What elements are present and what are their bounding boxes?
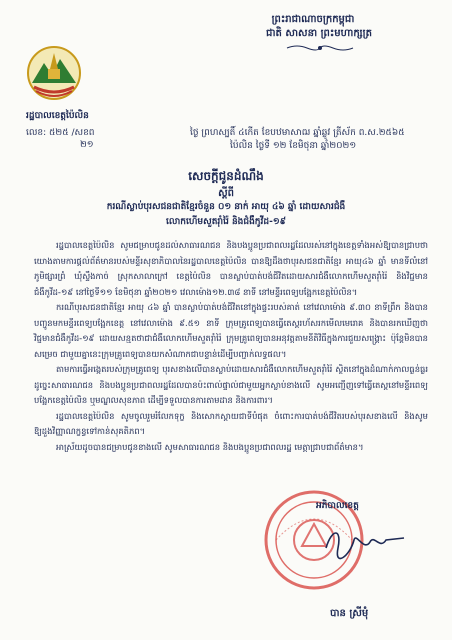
national-motto: ជាតិ សាសនា ព្រះមហាក្សត្រ <box>266 28 372 39</box>
signatory-name: បាន ស្រីមុំ <box>330 608 369 619</box>
handwritten-signature <box>320 522 410 562</box>
solar-date: ប៉ៃលិន ថ្ងៃទី ១២ ខែមិថុនា ឆ្នាំ២០២១ <box>230 141 357 151</box>
about-label: ស្តីពី <box>218 188 234 199</box>
body-paragraph-2: ករណីបុរសជនជាតិខ្មែរ អាយុ ៤៦ ឆ្នាំ បានស្លាប់បាត់បង់ជីវិតនៅក្នុងផ្ទះរបស់គាត់ នៅវេលាម៉ោង ៩.៣០ នាទីព្រឹក និងបានបញ្ជូនមកមន្ទីរពេទ្យបង្អែកខេត្ត នៅវេលាម៉ោង ៩.៥១ នាទី ក្រុមគ្រូពេទ្យបានធ្វើតេស្តរហ័សរកមើលមេរោគ និងបានរកឃើញថា វិជ្ជមានជំងឺកូវីដ-១៩ ដោយសន្មតថាជាជំងឺលោកហើមសួតរ៉ាំរ៉ៃ ក្រុមគ្រូពេទ្យបានអនុវត្តតាមនីតិវិធីក្នុងការជួយសង្គ្រោះ ប៉ុន្តែមិនបានសម្រេច ជាមួយគ្នានេះក្រុមគ្រូពេទ្យបានយកសំណាកជាបន្ទាន់ដើម្បីបញ្ជាក់លទ្ធផល។ <box>34 302 428 359</box>
reference-subnumber: ២១ <box>80 140 94 150</box>
province-emblem-logo <box>26 45 82 103</box>
body-paragraph-4: រដ្ឋបាលខេត្តប៉ៃលិន សូមចូលរួមរំលែកទុក្ខ និងសោកស្តាយជាទីបំផុត ចំពោះការបាត់បង់ជីវិតរបស់បុរសខាងលើ និងសូមឱ្យដួងវិញ្ញាណក្ខន្ធទៅកាន់សុគតិភព។ <box>34 410 428 436</box>
subject-line: ករណីស្លាប់បុរសជនជាតិខ្មែរចំនួន ០១ នាក់ អាយុ ៤៦ ឆ្នាំ ដោយសារជំងឺ <box>106 202 346 212</box>
body-paragraph-3: តាមការធ្វើអង្កេតរបស់ក្រុមគ្រូពេទ្យ បុរសខាងលើបានស្លាប់ដោយសារជំងឺលោកហើមសួតរ៉ាំរ៉ៃ ស្ថិតនៅក្នុងដំណាក់កាលធ្ងន់ធ្ងរ ដូច្នេះសាធារណជន និងបងប្អូនប្រជាពលរដ្ឋដែលបានប៉ះពាល់ផ្ទាល់ជាមួយអ្នកស្លាប់ខាងលើ សូមអញ្ជើញទៅធ្វើតេស្តនៅមន្ទីរពេទ្យបង្អែកខេត្តប៉ៃលិន ឬមណ្ឌលសុខភាព ដើម្បីទទួលបានការតាមដាន និងការពារ។ <box>34 364 428 405</box>
body-paragraph-1: រដ្ឋបាលខេត្តប៉ៃលិន សូមជម្រាបជូនដល់សាធារណជន និងបងប្អូនប្រជាពលរដ្ឋដែលរស់នៅក្នុងខេត្តទាំងអស់ឱ្យបានជ្រាបថា យោងតាមការផ្តល់ព័ត៌មានរបស់មន្ទីរសុខាភិបាលនៃរដ្ឋបាលខេត្តប៉ៃលិន បានឱ្យដឹងថាបុរសជនជាតិខ្មែរ អាយុ៤៦ ឆ្នាំ មានទីលំនៅភូមិផ្សារព្រំ ឃុំស្ទឹងកាច់ ស្រុកសាលាក្រៅ ខេត្តប៉ៃលិន បានស្លាប់បាត់បង់ជីវិតដោយសារជំងឺលោកហើមសួតរ៉ាំរ៉ៃ និងវិជ្ជមានជំងឺកូវីដ-១៩ នៅថ្ងៃទី១១ ខែមិថុនា ឆ្នាំ២០២១ វេលាម៉ោង១២.៣៨ នាទី នៅមន្ទីរពេទ្យបង្អែកខេត្តប៉ៃលិន។ <box>34 240 428 297</box>
ref-number: ៥២៥ <box>49 128 69 138</box>
notice-title: សេចក្តីជូនដំណឹង <box>188 169 264 183</box>
notice-body <box>34 238 428 455</box>
ref-label: លេខ: <box>26 128 47 138</box>
kingdom-heading: ព្រះរាជាណាចក្រកម្ពុជា <box>271 14 355 25</box>
signatory-title: អភិបាលខេត្ត <box>316 501 359 511</box>
ref-suffix: /សខព <box>71 128 95 138</box>
subject-line-2: លោកហើមសួតរ៉ាំរ៉ៃ និងជំងឺកូវីដ-១៩ <box>165 217 287 227</box>
body-paragraph-5: អាស្រ័យដូចបានជម្រាបជូនខាងលើ សូមសាធារណជន និងបងប្អូនប្រជាពលរដ្ឋ មេត្តាជ្រាបជាព័ត៌មាន។ <box>56 441 364 452</box>
ornament-divider <box>285 44 355 52</box>
office-name: រដ្ឋបាលខេត្តប៉ៃលិន <box>26 111 89 121</box>
lunar-date: ថ្ងៃ ព្រហស្បតិ៍ ៤កើត ខែបឋមាសាឍ ឆ្នាំឆ្លូវ ត្រីស័ក ព.ស.២៥៦៥ <box>190 128 405 138</box>
